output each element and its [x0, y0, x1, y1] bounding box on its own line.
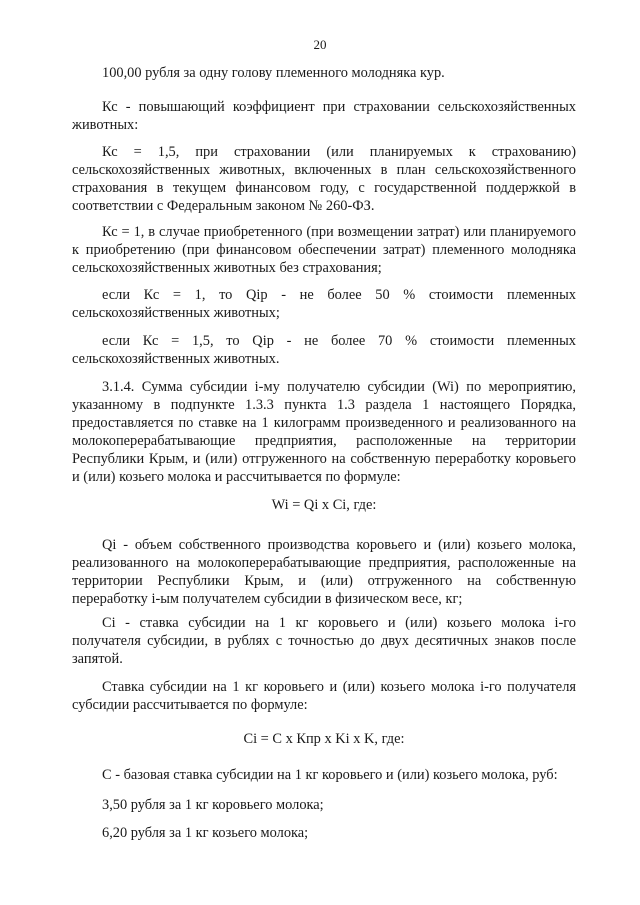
paragraph-7: 3.1.4. Сумма субсидии i-му получателю субсидии (Wi) по мероприятию, указанному в подпункте 1.3.3 пункта 1.3 раздела 1 настоящего Порядка, предоставляется по ставке на 1 килограмм произведенного и реализованного на молокоперерабатывающие предприятия, расположенные на территории Республики Крым, и (или) отгруженного на собственную переработку коровьего и (или) козьего молока и рассчитывается по формуле: [72, 379, 576, 485]
paragraph-8: Qi - объем собственного производства коровьего и (или) козьего молока, реализованного на молокоперерабатывающие предприятия, расположенные на территории Республики Крым, и (или) отгруженного на собственную переработку i-ым получателем субсидии в физическом весе, кг; [72, 537, 576, 607]
formula-wi: Wi = Qi x Ci, где: [271, 497, 377, 513]
paragraph-10: Ставка субсидии на 1 кг коровьего и (или) козьего молока i-го получателя субсидии рассчитывается по формуле: [72, 679, 576, 713]
paragraph-3: Кс = 1,5, при страховании (или планируемых к страхованию) сельскохозяйственных животных, включенных в план сельскохозяйственного страхования в текущем финансовом году, с государственной поддержкой в соответствии с Федеральным законом № 260-ФЗ. [72, 144, 576, 214]
paragraph-9: Ci - ставка субсидии на 1 кг коровьего и (или) козьего молока i-го получателя субсидии, в рублях с точностью до двух десятичных знаков после запятой. [72, 615, 576, 667]
formula-ci: Ci = C x Кпр x Ki x K, где: [243, 731, 405, 747]
paragraph-1: 100,00 рубля за одну голову племенного молодняка кур. [102, 65, 445, 81]
paragraph-2: Кс - повышающий коэффициент при страховании сельскохозяйственных животных: [72, 99, 576, 133]
paragraph-6: если Кс = 1,5, то Qiр - не более 70 % стоимости племенных сельскохозяйственных животных. [72, 333, 576, 367]
paragraph-12: 3,50 рубля за 1 кг коровьего молока; [102, 797, 324, 813]
page-number: 20 [313, 37, 327, 52]
paragraph-4: Кс = 1, в случае приобретенного (при возмещении затрат) или планируемого к приобретению (при финансовом обеспечении затрат) племенного молодняка сельскохозяйственных животных без страхования; [72, 224, 576, 276]
paragraph-5: если Кс = 1, то Qiр - не более 50 % стоимости племенных сельскохозяйственных животных; [72, 287, 576, 321]
paragraph-13: 6,20 рубля за 1 кг козьего молока; [102, 825, 309, 841]
paragraph-11: С - базовая ставка субсидии на 1 кг коровьего и (или) козьего молока, руб: [102, 767, 558, 783]
